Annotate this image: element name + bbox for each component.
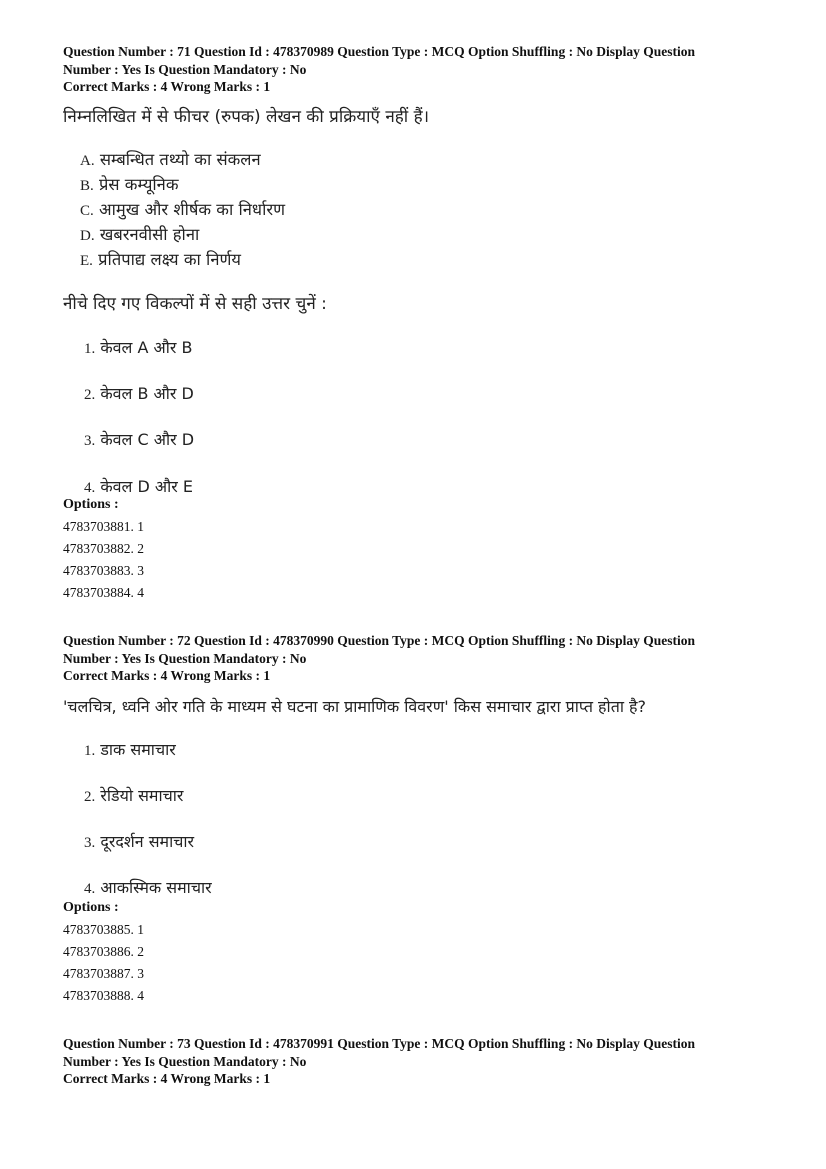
choice-number: 3. xyxy=(84,433,96,449)
statement-d xyxy=(80,222,199,245)
meta-line-1: Question Number : 73 Question Id : 478370991 Question Type : MCQ Option Shuffling : No Display Question xyxy=(63,1036,695,1051)
choice-text: रेडियो समाचार xyxy=(100,786,184,805)
choice-text: डाक समाचार xyxy=(100,740,176,759)
marks-line: Correct Marks : 4 Wrong Marks : 1 xyxy=(63,668,271,683)
choice-number: 2. xyxy=(84,387,96,403)
meta-line-2: Number : Yes Is Question Mandatory : No xyxy=(63,61,307,77)
choice-text: केवल B और D xyxy=(100,384,194,403)
statement-label: B. xyxy=(80,178,94,194)
choice-number: 4. xyxy=(84,480,96,496)
statement-a xyxy=(80,147,261,170)
marks-line: Correct Marks : 4 Wrong Marks : 1 xyxy=(63,79,271,94)
choice-text: केवल D और E xyxy=(100,477,193,496)
meta-line-1: Question Number : 71 Question Id : 478370989 Question Type : MCQ Option Shuffling : No Display Question xyxy=(63,44,695,59)
marks-line: Correct Marks : 4 Wrong Marks : 1 xyxy=(63,1071,271,1086)
meta-line-2: Number : Yes Is Question Mandatory : No xyxy=(63,650,307,666)
choice-number: 4. xyxy=(84,881,96,897)
statement-text: प्रतिपाद्य लक्ष्य का निर्णय xyxy=(98,250,241,269)
question-71-text: निम्नलिखित में से फीचर (रुपक) लेखन की प्रक्रियाएँ नहीं हैं। xyxy=(63,107,430,127)
choice-number: 2. xyxy=(84,789,96,805)
options-heading: Options : xyxy=(63,900,119,915)
statement-label: A. xyxy=(80,153,95,169)
statement-b xyxy=(80,172,179,195)
meta-line-2: Number : Yes Is Question Mandatory : No xyxy=(63,1053,307,1069)
option-row: 4783703887. 3 xyxy=(63,966,144,981)
choice-1 xyxy=(84,738,176,760)
option-row: 4783703884. 4 xyxy=(63,585,144,600)
choice-text: केवल A और B xyxy=(100,338,193,357)
statement-text: आमुख और शीर्षक का निर्धारण xyxy=(99,200,286,219)
statement-text: खबरनवीसी होना xyxy=(99,225,200,244)
choice-2 xyxy=(84,382,194,404)
choice-3 xyxy=(84,830,194,852)
option-row: 4783703881. 1 xyxy=(63,519,144,534)
question-71-meta xyxy=(63,43,763,96)
option-row: 4783703883. 3 xyxy=(63,563,144,578)
choice-text: दूरदर्शन समाचार xyxy=(100,832,195,851)
choice-4 xyxy=(84,475,193,497)
question-72-text: 'चलचित्र, ध्वनि ओर गति के माध्यम से घटना का प्रामाणिक विवरण' किस समाचार द्वारा प्राप्त होता है? xyxy=(63,697,647,716)
statement-label: E. xyxy=(80,253,93,269)
statement-label: C. xyxy=(80,203,94,219)
choice-text: आकस्मिक समाचार xyxy=(100,878,212,897)
choice-4 xyxy=(84,876,212,898)
choice-text: केवल C और D xyxy=(100,430,195,449)
choice-3 xyxy=(84,428,194,450)
option-row: 4783703885. 1 xyxy=(63,922,144,937)
question-73-meta xyxy=(63,1035,763,1088)
choice-2 xyxy=(84,784,183,806)
choice-number: 1. xyxy=(84,341,96,357)
option-row: 4783703888. 4 xyxy=(63,988,144,1003)
options-heading: Options : xyxy=(63,497,119,512)
choice-number: 3. xyxy=(84,835,96,851)
question-71-instruction: नीचे दिए गए विकल्पों में से सही उत्तर चुनें : xyxy=(63,294,327,314)
choice-1 xyxy=(84,336,192,358)
statement-text: सम्बन्धित तथ्यो का संकलन xyxy=(99,150,261,169)
choice-number: 1. xyxy=(84,743,96,759)
option-row: 4783703882. 2 xyxy=(63,541,144,556)
option-row: 4783703886. 2 xyxy=(63,944,144,959)
statement-e xyxy=(80,247,241,270)
question-72-meta xyxy=(63,632,763,685)
statement-text: प्रेस कम्यूनिक xyxy=(99,175,179,194)
statement-c xyxy=(80,197,285,220)
meta-line-1: Question Number : 72 Question Id : 478370990 Question Type : MCQ Option Shuffling : No Display Question xyxy=(63,633,695,648)
statement-label: D. xyxy=(80,228,95,244)
